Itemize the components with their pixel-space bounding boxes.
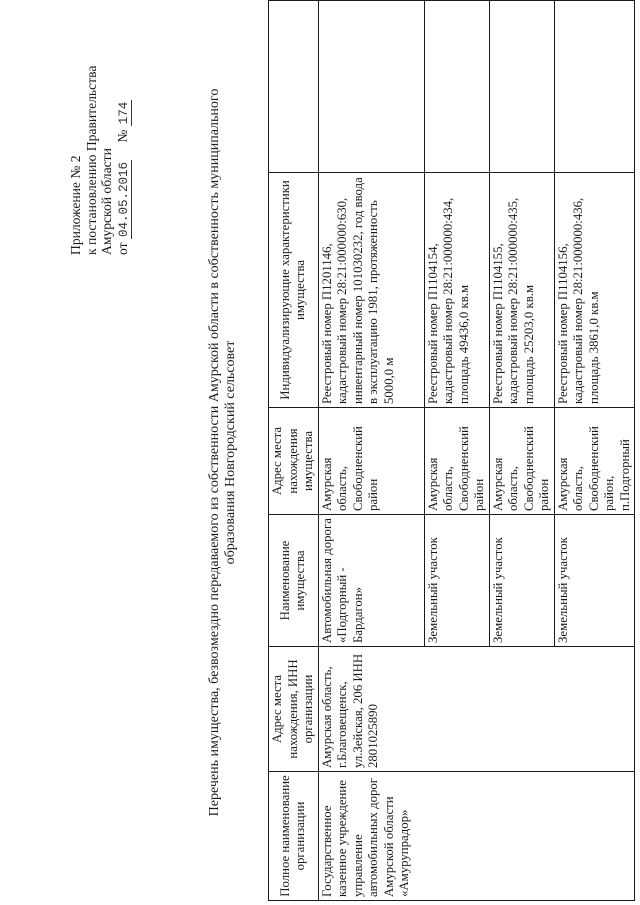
appendix-resolution-line: к постановлению Правительства [83,65,99,255]
table-header-row [269,1,319,901]
appendix-region-line: Амурской области [99,148,114,255]
header-property-name: Наименование имущества [269,515,319,647]
org-name-cell: Государственное казенное учреждение управление автомобильных дорог Амурской области «Амурупрадор» [318,772,635,901]
blank-cell [489,1,554,173]
header-blank [269,1,319,173]
property-location-cell: Амурская область, Свободненский район [489,408,554,515]
date-prefix: от [114,242,130,255]
org-address-cell: Амурская область, г.Благовещенск, ул.Зейская, 206 ИНН 2801025890 [318,647,635,772]
blank-cell [554,1,635,173]
property-location-cell: Амурская область, Свободненский район [318,408,424,515]
header-org-address: Адрес места нахождения, ИНН организации [269,647,319,772]
property-name-cell: Земельный участок [424,515,489,647]
appendix-header [68,66,132,255]
property-location-cell: Амурская область, Свободненский район [424,408,489,515]
property-name-cell: Земельный участок [554,515,635,647]
property-table [268,0,635,901]
table-row [318,1,424,901]
appendix-title: Приложение № 2 [68,155,83,255]
document-title-line-2: образования Новгородский сельсовет [223,340,238,565]
property-details-cell: Реестровый номер П1201146, кадастровый номер 28:21:000000:630, инвентарный номер 101030232, год ввода в эксплуатацию 1981, протяженность 5000,0 м [318,173,424,408]
appendix-date-line [115,66,133,255]
property-details-cell: Реестровый номер П1104154, кадастровый номер 28:21:000000:434, площадь 49436,0 кв.м [424,173,489,408]
header-property-location: Адрес места нахождения имущества [269,408,319,515]
property-name-cell: Земельный участок [489,515,554,647]
resolution-date: 04.05.2016 [116,162,131,238]
property-details-cell: Реестровый номер П1104155, кадастровый номер 28:21:000000:435, площадь 25203,0 кв.м [489,173,554,408]
property-location-cell: Амурская область, Свободненский район, п.Подгорный [554,408,635,515]
header-org-name: Полное наименование организации [269,772,319,901]
resolution-number: 174 [116,101,131,125]
number-label: № [114,129,130,143]
blank-cell [318,1,424,173]
property-details-cell: Реестровый номер П1104156, кадастровый номер 28:21:000000:436, площадь 3861,0 кв.м [554,173,635,408]
header-property-details: Индивидуализирующие характеристики имущества [269,173,319,408]
document-title-line-1: Перечень имущества, безвозмездно передаваемого из собственности Амурской области в собственность муниципального [207,88,222,817]
property-name-cell: Автомобильная дорога «Подгорный - Бардагон» [318,515,424,647]
blank-cell [424,1,489,173]
